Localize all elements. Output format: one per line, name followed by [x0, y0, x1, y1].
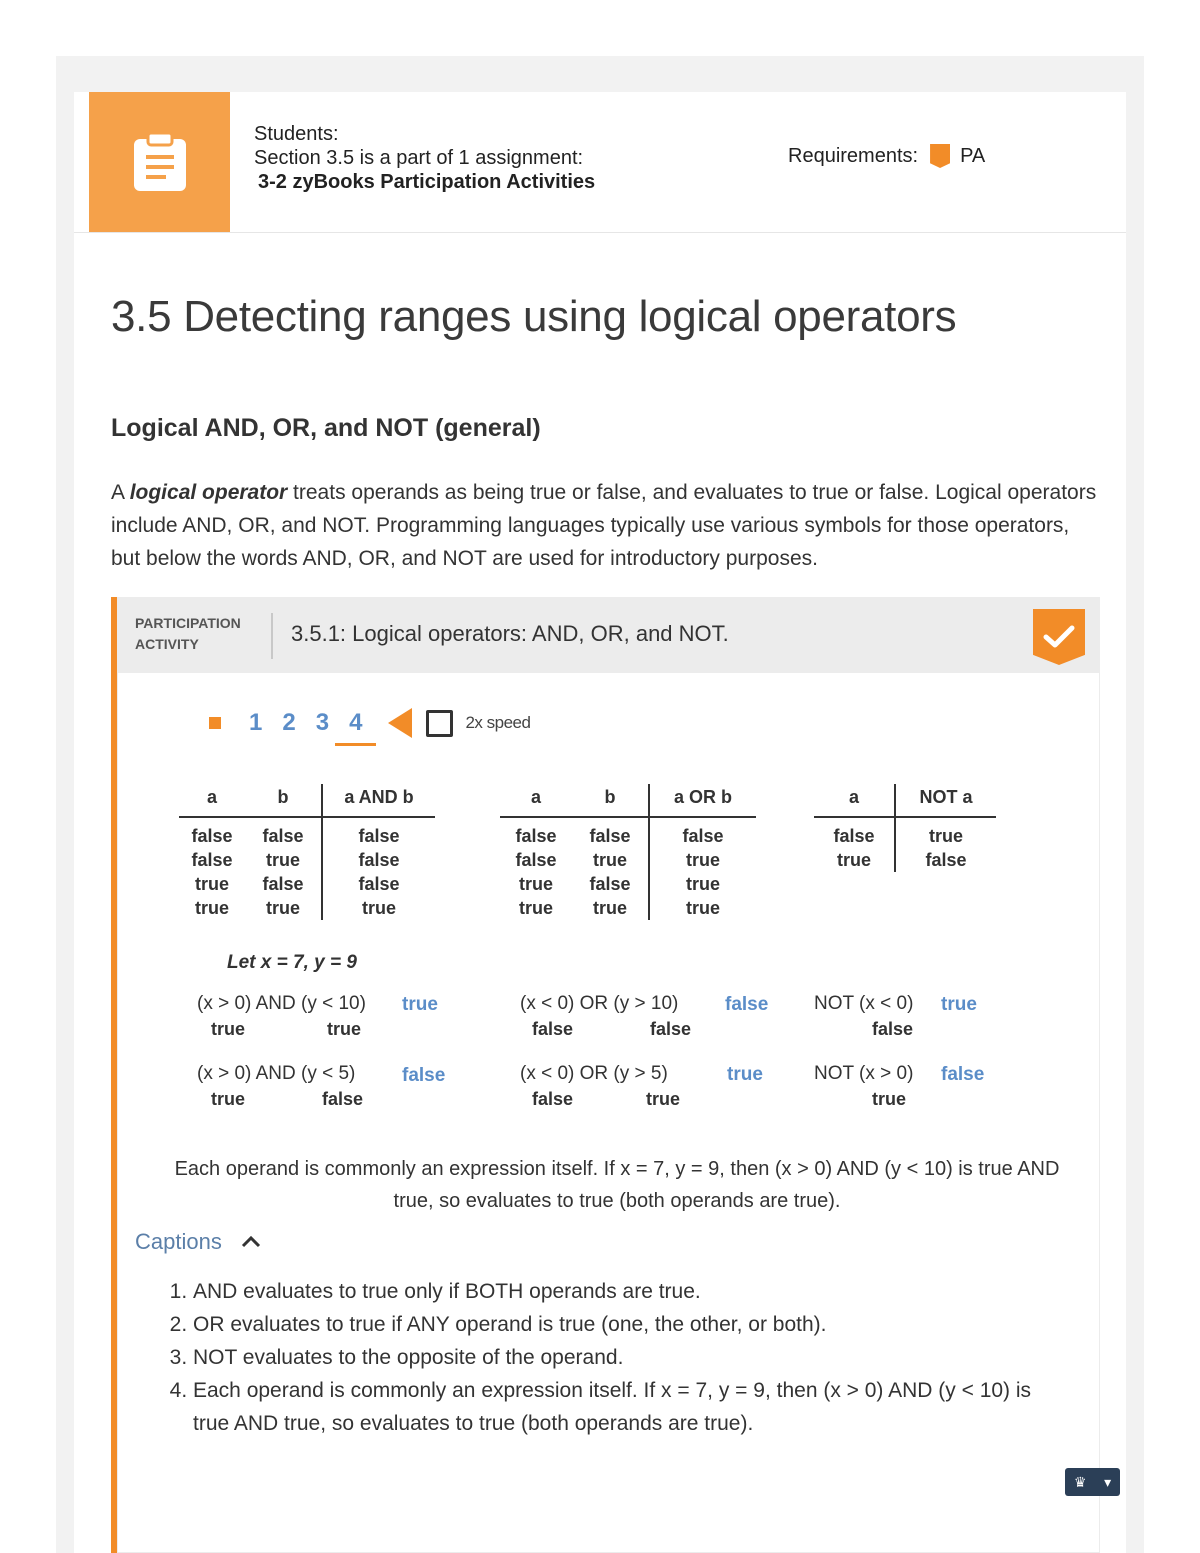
- speed-checkbox[interactable]: [426, 710, 453, 737]
- activity-kind-line2: ACTIVITY: [135, 636, 199, 652]
- step-2-button[interactable]: 2: [282, 709, 296, 736]
- content-card: [74, 92, 1126, 1553]
- expression-result: false: [402, 1065, 446, 1086]
- table-cell: false: [191, 825, 233, 846]
- expression-text: (x > 0) AND (y < 5): [197, 1063, 356, 1084]
- intro-term: logical operator: [129, 481, 288, 504]
- header-divider: [271, 613, 273, 659]
- expression-text: NOT (x < 0): [814, 993, 914, 1014]
- table-cell: true: [572, 896, 649, 920]
- table-header: a AND b: [322, 784, 435, 817]
- animation-caption: Each operand is commonly an expression itself. If x = 7, y = 9, then (x > 0) AND (y < 10) is true AND true, so evaluates to true (both operands are true).: [174, 1158, 1060, 1212]
- intro-rest: treats operands as being true or false, and evaluates to true or false. Logical operators include AND, OR, and NOT. Programming languages typically use various symbols for those operators, but below the words AND, OR, and NOT are used for introductory purposes.: [111, 481, 1097, 570]
- students-label: Students:: [254, 123, 339, 145]
- expression-or-2: [520, 1063, 681, 1109]
- table-cell: true: [814, 848, 895, 872]
- table-cell: true: [518, 897, 553, 918]
- table-cell: true: [194, 897, 229, 918]
- caption-item: 3. NOT evaluates to the opposite of the operand.: [193, 1341, 1073, 1374]
- expression-result: true: [727, 1064, 763, 1085]
- table-cell: true: [361, 897, 396, 918]
- checkmark-icon: [1043, 624, 1075, 650]
- operand-value: false: [532, 1089, 574, 1109]
- section-subtitle: Logical AND, OR, and NOT (general): [111, 414, 541, 442]
- expression-text: (x < 0) OR (y > 10): [520, 993, 679, 1014]
- expression-result: false: [725, 994, 769, 1015]
- table-cell: false: [572, 817, 649, 848]
- expression-or-1: [520, 993, 692, 1039]
- table-cell: false: [358, 825, 400, 846]
- caption-item: 1. AND evaluates to true only if BOTH operands are true.: [193, 1275, 1073, 1308]
- table-cell: false: [682, 825, 724, 846]
- activity-kind-line1: PARTICIPATION: [135, 615, 241, 631]
- caption-item: 2. OR evaluates to true if ANY operand is true (one, the other, or both).: [193, 1308, 1073, 1341]
- table-cell: false: [515, 849, 557, 870]
- expression-result: false: [941, 1064, 985, 1085]
- dropdown-arrow-icon: ▾: [1104, 1473, 1112, 1490]
- table-cell: false: [191, 849, 233, 870]
- operand-value: true: [327, 1019, 362, 1039]
- expression-result: true: [941, 994, 977, 1015]
- table-cell: true: [245, 896, 322, 920]
- operand-value: false: [322, 1089, 364, 1109]
- play-back-icon[interactable]: [388, 708, 412, 738]
- table-cell: true: [518, 873, 553, 894]
- assignment-part-of: Section 3.5 is a part of 1 assignment:: [254, 147, 584, 169]
- speed-label: 2x speed: [465, 713, 531, 732]
- and-truth-table: [179, 784, 435, 920]
- intro-paragraph: [111, 476, 1101, 575]
- stop-icon[interactable]: [209, 717, 221, 729]
- requirements-label: Requirements:: [788, 144, 919, 167]
- table-header: a OR b: [649, 784, 756, 817]
- activity-header: [117, 597, 1100, 673]
- activity-kind: [135, 613, 265, 655]
- table-cell: true: [194, 873, 229, 894]
- step-4-button[interactable]: 4: [349, 709, 363, 736]
- table-cell: false: [925, 849, 967, 870]
- captions-list: [161, 1275, 1073, 1440]
- expression-and-1: [197, 993, 366, 1039]
- table-cell: false: [358, 849, 400, 870]
- animation-controls: [209, 703, 530, 743]
- activity-title: 3.5.1: Logical operators: AND, OR, and NOT.: [291, 621, 729, 646]
- assignment-name-link[interactable]: 3-2 zyBooks Participation Activities: [258, 171, 596, 193]
- not-truth-table: [814, 784, 996, 872]
- operand-value: true: [211, 1089, 246, 1109]
- table-cell: true: [685, 897, 720, 918]
- user-menu-widget[interactable]: [1065, 1468, 1120, 1496]
- expression-text: (x > 0) AND (y < 10): [197, 993, 366, 1014]
- operand-value: false: [872, 1019, 914, 1039]
- table-cell: true: [245, 848, 322, 872]
- expression-not-1: [814, 993, 914, 1039]
- expression-text: NOT (x > 0): [814, 1063, 914, 1084]
- captions-toggle[interactable]: [135, 1229, 262, 1255]
- table-cell: true: [685, 873, 720, 894]
- table-header: a: [814, 784, 895, 817]
- expression-and-2: [197, 1063, 364, 1109]
- assignment-icon-box: [89, 92, 230, 232]
- operand-value: true: [211, 1019, 246, 1039]
- step-1-button[interactable]: 1: [249, 709, 263, 736]
- clipboard-icon: [132, 131, 188, 193]
- table-cell: false: [358, 873, 400, 894]
- requirements-value: PA: [960, 144, 986, 167]
- caption-item: 4. Each operand is commonly an expression itself. If x = 7, y = 9, then (x > 0) AND (y < 10) is true AND true, so evaluates to true (both operands are true).: [193, 1374, 1073, 1440]
- table-header: NOT a: [895, 784, 996, 817]
- or-truth-table: [500, 784, 756, 920]
- assignment-banner: [74, 92, 1126, 233]
- completion-badge: [1033, 609, 1085, 665]
- requirement-badge-icon: [930, 144, 950, 168]
- table-cell: true: [572, 848, 649, 872]
- step-3-button[interactable]: 3: [315, 709, 330, 736]
- captions-label: Captions: [135, 1229, 222, 1254]
- operand-value: false: [532, 1019, 574, 1039]
- participation-activity: [111, 597, 1100, 1553]
- table-cell: false: [515, 825, 557, 846]
- expression-result: true: [402, 994, 438, 1015]
- requirements: [788, 144, 985, 168]
- table-cell: false: [245, 872, 322, 896]
- table-header: b: [572, 784, 649, 817]
- table-header: b: [245, 784, 322, 817]
- assignment-info: [254, 122, 595, 194]
- table-header: a: [179, 784, 245, 817]
- table-header: a: [500, 784, 572, 817]
- crest-icon: ♛: [1073, 1473, 1087, 1490]
- expression-not-2: [814, 1063, 914, 1109]
- operand-value: false: [650, 1019, 692, 1039]
- let-statement: Let x = 7, y = 9: [227, 952, 357, 973]
- table-cell: true: [928, 825, 963, 846]
- table-cell: false: [245, 817, 322, 848]
- chevron-up-icon: [240, 1235, 262, 1249]
- expression-text: (x < 0) OR (y > 5): [520, 1063, 668, 1084]
- intro-prefix: A: [111, 481, 130, 504]
- table-cell: false: [814, 817, 895, 848]
- section-title: 3.5 Detecting ranges using logical operators: [111, 292, 957, 341]
- operand-value: true: [872, 1089, 907, 1109]
- table-cell: false: [572, 872, 649, 896]
- operand-value: true: [646, 1089, 681, 1109]
- table-cell: true: [685, 849, 720, 870]
